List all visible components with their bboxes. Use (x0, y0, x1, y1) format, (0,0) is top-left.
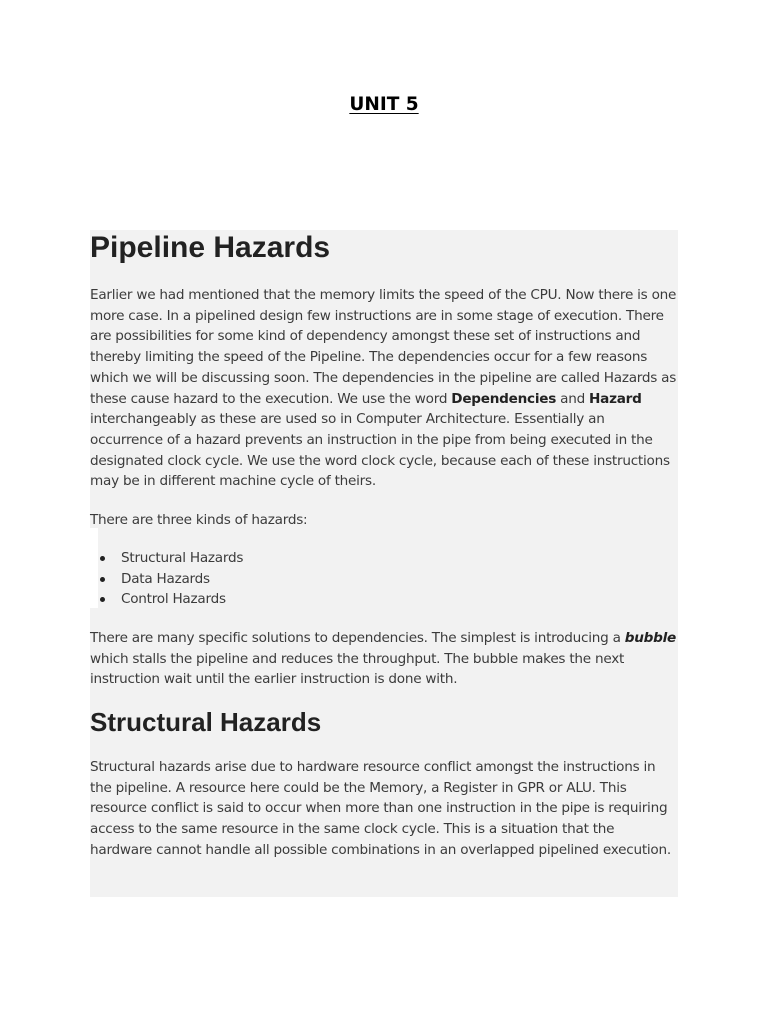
list-item (90, 569, 243, 590)
intro-text-start: Earlier we had mentioned that the memory limits the speed of the CPU. Now there is one more case. In a pipelined design few instructions are in some stage of execution. There are possibilities for some kind of dependency amongst these set of instructions and thereby limiting the speed of the Pipeline. The dependencies occur for a few reasons which we will be discussing soon. The dependencies in the pipeline are called Hazards as these cause hazard to the execution. We use the word (90, 287, 677, 407)
bubble-term: bubble (624, 630, 676, 646)
unit-title: UNIT 5 (349, 94, 419, 115)
intro-text-end: interchangeably as these are used so in Computer Architecture. Essentially an occurrence of a hazard prevents an instruction in the pipe from being executed in the designated clock cycle. We use the word clock cycle, because each of these instructions may be in different machine cycle of theirs. (90, 411, 670, 490)
bullet-icon (100, 597, 105, 602)
solutions-paragraph (90, 628, 680, 690)
content-panel (90, 230, 678, 897)
and-text: and (556, 390, 590, 407)
bullet-icon (100, 556, 105, 561)
list-item-label: Data Hazards (121, 570, 210, 587)
solutions-text-end: which stalls the pipeline and reduces the throughput. The bubble makes the next instruction wait until the earlier instruction is done with. (90, 650, 625, 688)
list-item (90, 548, 243, 569)
pipeline-hazards-heading: Pipeline Hazards (90, 231, 331, 264)
kinds-paragraph: There are three kinds of hazards: (90, 512, 308, 528)
intro-paragraph (90, 285, 680, 492)
structural-hazards-heading: Structural Hazards (90, 707, 322, 737)
solutions-text-start: There are many specific solutions to dependencies. The simplest is introducing a (90, 630, 625, 646)
list-item (90, 589, 243, 610)
structural-paragraph: Structural hazards arise due to hardware resource conflict amongst the instructions in the pipeline. A resource here could be the Memory, a Register in GPR or ALU. This resource conflict is said to occur when more than one instruction in the pipe is requiring access to the same resource in the same clock cycle. This is a situation that the hardware cannot handle all possible combinations in an overlapped pipelined execution. (90, 759, 671, 858)
hazard-kinds-list (90, 548, 243, 610)
bullet-icon (100, 577, 105, 582)
dependencies-term: Dependencies (451, 390, 557, 407)
hazard-term: Hazard (589, 390, 642, 407)
list-item-label: Control Hazards (121, 591, 226, 608)
list-item-label: Structural Hazards (121, 550, 244, 566)
